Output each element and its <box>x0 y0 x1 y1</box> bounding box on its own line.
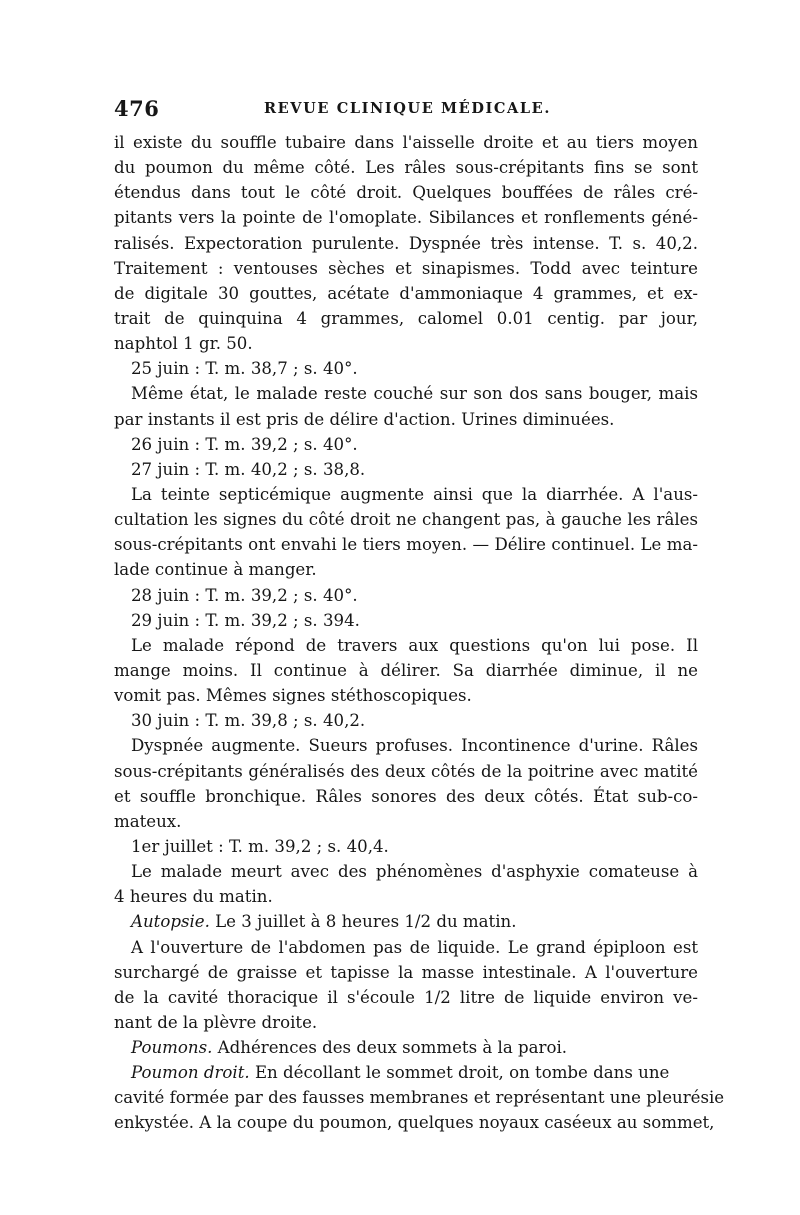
text-line: trait de quinquina 4 grammes, calomel 0.01 centig. par jour, <box>114 308 698 328</box>
text-line: 1er juillet : T. m. 39,2 ; s. 40,4. <box>131 836 389 856</box>
text-line: Dyspnée augmente. Sueurs profuses. Incontinence d'urine. Râles <box>131 736 698 756</box>
poumon-droit-text: En décollant le sommet droit, on tombe dans une <box>254 1063 670 1083</box>
text-line: mange moins. Il continue à délirer. Sa diarrhée diminue, il ne <box>114 660 698 680</box>
autopsie-heading: Autopsie. <box>131 912 210 932</box>
text-line: Traitement : ventouses sèches et sinapismes. Todd avec teinture <box>114 258 698 278</box>
text-line: enkystée. A la coupe du poumon, quelques noyaux caséeux au sommet, <box>114 1113 715 1133</box>
running-title: REVUE CLINIQUE MÉDICALE. <box>264 100 551 117</box>
poumon-droit-heading: Poumon droit. <box>131 1063 250 1083</box>
poumons-heading: Poumons. <box>131 1038 213 1058</box>
text-line: 30 juin : T. m. 39,8 ; s. 40,2. <box>131 711 366 731</box>
page-header <box>114 96 698 126</box>
text-line: 27 juin : T. m. 40,2 ; s. 38,8. <box>131 459 366 479</box>
body-text <box>114 130 725 1136</box>
text-line: vomit pas. Mêmes signes stéthoscopiques. <box>114 686 472 706</box>
text-line: surchargé de graisse et tapisse la masse intestinale. A l'ouverture <box>114 962 698 982</box>
text-line: pitants vers la pointe de l'omoplate. Sibilances et ronflements géné- <box>114 208 698 228</box>
text-line: ralisés. Expectoration purulente. Dyspnée très intense. T. s. 40,2. <box>114 233 698 253</box>
text-line: A l'ouverture de l'abdomen pas de liquide. Le grand épiploon est <box>131 937 698 957</box>
text-line: 28 juin : T. m. 39,2 ; s. 40°. <box>131 585 358 605</box>
text-line: Le malade répond de travers aux questions qu'on lui pose. Il <box>131 635 698 655</box>
text-line: 4 heures du matin. <box>114 887 273 907</box>
text-line: sous-crépitants ont envahi le tiers moyen. — Délire continuel. Le ma- <box>114 535 698 555</box>
text-line: sous-crépitants généralisés des deux côtés de la poitrine avec matité <box>114 761 698 781</box>
text-line: 26 juin : T. m. 39,2 ; s. 40°. <box>131 434 358 454</box>
text-line: naphtol 1 gr. 50. <box>114 334 253 354</box>
text-line <box>114 1060 698 1085</box>
text-line: La teinte septicémique augmente ainsi que la diarrhée. A l'aus- <box>131 484 698 504</box>
text-line: de digitale 30 gouttes, acétate d'ammoniaque 4 grammes, et ex- <box>114 283 698 303</box>
text-line: il existe du souffle tubaire dans l'aisselle droite et au tiers moyen <box>114 133 698 152</box>
autopsie-text: Le 3 juillet à 8 heures 1/2 du matin. <box>215 912 517 932</box>
text-line: mateux. <box>114 811 182 831</box>
text-line: étendus dans tout le côté droit. Quelques bouffées de râles cré- <box>114 183 698 203</box>
text-line <box>114 909 698 934</box>
text-line: Même état, le malade reste couché sur son dos sans bouger, mais <box>131 384 698 404</box>
text-line: du poumon du même côté. Les râles sous-crépitants fins se sont <box>114 158 698 178</box>
page-number: 476 <box>114 96 160 121</box>
text-line: 25 juin : T. m. 38,7 ; s. 40°. <box>131 359 358 379</box>
text-line: et souffle bronchique. Râles sonores des deux côtés. État sub-co- <box>114 786 698 806</box>
text-line: 29 juin : T. m. 39,2 ; s. 394. <box>131 610 360 630</box>
text-line: cavité formée par des fausses membranes et représentant une pleurésie <box>114 1088 725 1108</box>
text-line: cultation les signes du côté droit ne changent pas, à gauche les râles <box>114 510 698 530</box>
text-line <box>114 1035 698 1060</box>
text-line: Le malade meurt avec des phénomènes d'asphyxie comateuse à <box>131 862 698 882</box>
text-line: par instants il est pris de délire d'action. Urines diminuées. <box>114 409 615 429</box>
poumons-text: Adhérences des deux sommets à la paroi. <box>217 1038 568 1058</box>
text-line: de la cavité thoracique il s'écoule 1/2 litre de liquide environ ve- <box>114 987 698 1007</box>
text-line: nant de la plèvre droite. <box>114 1012 318 1032</box>
text-line: lade continue à manger. <box>114 560 317 580</box>
